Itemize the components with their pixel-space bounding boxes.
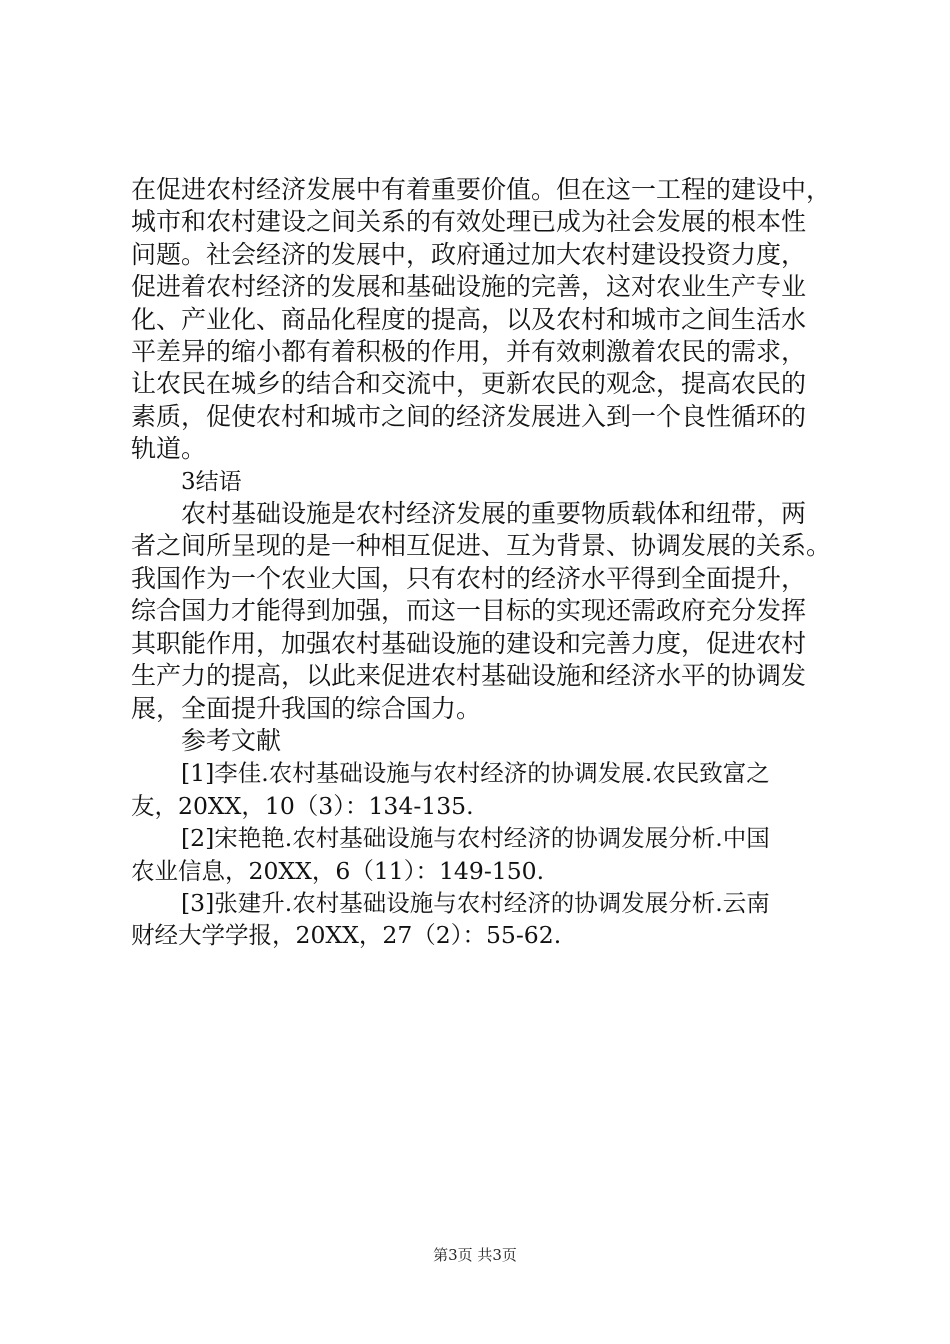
paragraph-line: 其职能作用，加强农村基础设施的建设和完善力度，促进农村	[131, 628, 807, 658]
paragraph-line: 城市和农村建设之间关系的有效处理已成为社会发展的根本性	[131, 207, 807, 237]
paragraph-line: 促进着农村经济的发展和基础设施的完善，这对农业生产专业	[131, 272, 807, 302]
paragraph-line: 展，全面提升我国的综合国力。	[131, 693, 482, 723]
paragraph-line: 者之间所呈现的是一种相互促进、互为背景、协调发展的关系。	[131, 531, 831, 561]
reference-line: [2]宋艳艳.农村基础设施与农村经济的协调发展分析.中国	[181, 824, 770, 853]
paragraph-line: 素质，促使农村和城市之间的经济发展进入到一个良性循环的	[131, 401, 807, 431]
paragraph-line: 平差异的缩小都有着积极的作用，并有效刺激着农民的需求，	[131, 337, 807, 367]
reference-item	[131, 822, 831, 887]
section-heading: 3结语	[181, 468, 242, 495]
reference-line: [1]李佳.农村基础设施与农村经济的协调发展.农民致富之	[181, 759, 770, 788]
conclusion-paragraph	[131, 498, 831, 725]
reference-line: 友，20XX，10（3）：134-135.	[131, 791, 474, 820]
references-heading-text: 参考文献	[181, 725, 282, 755]
references-heading	[131, 725, 831, 757]
continuation-paragraph	[131, 174, 831, 466]
page-number: 第3页 共3页	[433, 1246, 517, 1264]
paragraph-line: 我国作为一个农业大国，只有农村的经济水平得到全面提升，	[131, 563, 807, 593]
reference-item	[131, 887, 831, 952]
page-footer	[0, 1244, 950, 1265]
paragraph-line: 综合国力才能得到加强，而这一目标的实现还需政府充分发挥	[131, 596, 807, 626]
reference-line: 财经大学学报，20XX，27（2）：55-62.	[131, 921, 562, 950]
paragraph-line: 轨道。	[131, 434, 207, 464]
paragraph-line: 让农民在城乡的结合和交流中，更新农民的观念，提高农民的	[131, 369, 807, 399]
document-body	[131, 174, 831, 952]
reference-item	[131, 757, 831, 822]
paragraph-line: 在促进农村经济发展中有着重要价值。但在这一工程的建设中，	[131, 175, 831, 204]
paragraph-line: 农村基础设施是农村经济发展的重要物质载体和纽带，两	[181, 499, 807, 529]
reference-line: [3]张建升.农村基础设施与农村经济的协调发展分析.云南	[181, 888, 770, 917]
paragraph-line: 化、产业化、商品化程度的提高，以及农村和城市之间生活水	[131, 304, 807, 334]
paragraph-line: 问题。社会经济的发展中，政府通过加大农村建设投资力度，	[131, 239, 807, 269]
paragraph-line: 生产力的提高，以此来促进农村基础设施和经济水平的协调发	[131, 661, 807, 691]
reference-line: 农业信息，20XX，6（11）：149-150.	[131, 856, 545, 885]
